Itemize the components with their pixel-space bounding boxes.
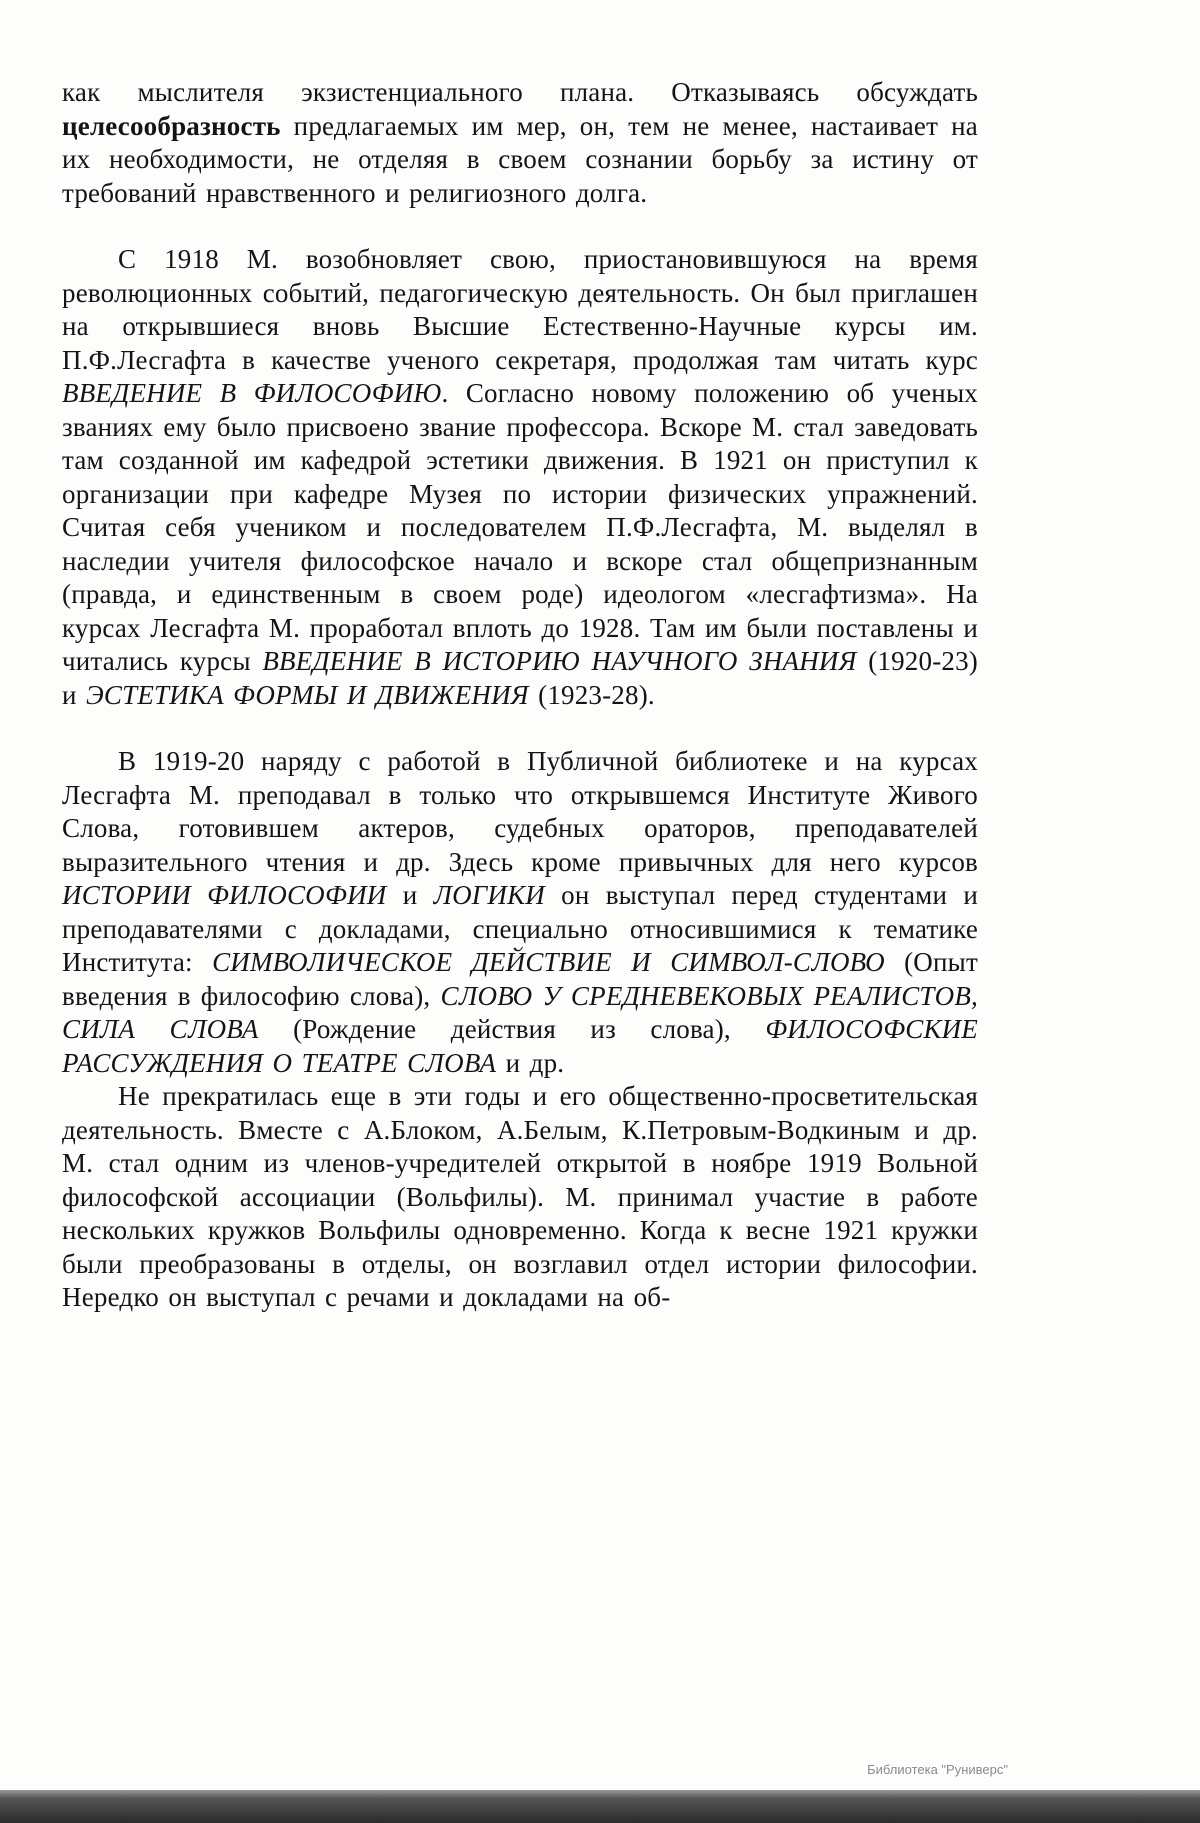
italic-text-run: ЛОГИКИ <box>433 880 545 910</box>
footer-credit: Библиотека "Руниверс" <box>867 1762 1008 1777</box>
bold-text-run: целесообразность <box>62 110 281 141</box>
text-run: (Опыт введения в философию слова), <box>62 947 978 1011</box>
text-run: . Согласно новому положению об ученых званиях ему было присвоено звание профессора. Вскоре М. стал заведовать там созданной им кафедрой эстетики движения. В 1921 он приступил к организации при кафедре Музея по истории физических упражнений. Считая себя учеником и последователем П.Ф.Лесгафта, М. выделял в наследии учителя философское начало и вскоре стал общепризнанным (правда, и единственным в своем роде) идеологом «лесгафтизма». На курсах Лесгафта М. проработал вплоть до 1928. Там им были поставлены и читались курсы <box>62 378 978 676</box>
paragraph <box>62 76 978 210</box>
italic-text-run: ИСТОРИИ ФИЛОСОФИИ <box>62 880 387 910</box>
italic-text-run: СЛОВО У СРЕДНЕВЕКОВЫХ РЕАЛИСТОВ, СИЛА СЛОВА <box>62 980 978 1044</box>
scan-edge-bar <box>0 1790 1200 1823</box>
paragraph <box>62 243 978 712</box>
italic-text-run: ВВЕДЕНИЕ В ФИЛОСОФИЮ <box>62 378 442 408</box>
text-block <box>62 76 978 1315</box>
text-run: (1920-23) и <box>62 646 978 710</box>
text-run: и <box>386 880 434 910</box>
text-run: Не прекратилась еще в эти годы и его общественно-просветительская деятельность. Вместе с А.Блоком, А.Белым, К.Петровым-Водкиным и др. М. стал одним из членов-учредителей открытой в ноябре 1919 Вольной философской ассоциации (Вольфилы). М. принимал участие в работе нескольких кружков Вольфилы одновременно. Когда к весне 1921 кружки были преобразованы в отделы, он возглавил отдел истории философии. Нередко он выступал с речами и докладами на об- <box>62 1081 978 1312</box>
italic-text-run: СИМВОЛИЧЕСКОЕ ДЕЙСТВИЕ И СИМВОЛ-СЛОВО <box>212 947 885 977</box>
italic-text-run: ЭСТЕТИКА ФОРМЫ И ДВИЖЕНИЯ <box>86 679 529 710</box>
text-run: В 1919-20 наряду с работой в Публичной библиотеке и на курсах Лесгафта М. преподавал в только что открывшемся Институте Живого Слова, готовившем актеров, судебных ораторов, преподавателей выразительного чтения и др. Здесь кроме привычных для него курсов <box>62 746 978 877</box>
text-run: (1923-28). <box>528 679 655 710</box>
text-run: С 1918 М. возобновляет свою, приостановившуюся на время революционных событий, педагогическую деятельность. Он был приглашен на открывшиеся вновь Высшие Естественно-Научные курсы им. П.Ф.Лесгафта в качестве ученого секретаря, продолжая там читать курс <box>62 244 978 375</box>
text-run: он выступал перед студентами и преподавателями с докладами, специально относившимися к тематике Института: <box>62 880 978 977</box>
paragraph <box>62 1080 978 1315</box>
text-run: как мыслителя экзистенциального плана. Отказываясь обсуждать <box>62 77 978 107</box>
text-run: (Рождение действия из слова), <box>258 1014 766 1044</box>
italic-text-run: ВВЕДЕНИЕ В ИСТОРИЮ НАУЧНОГО ЗНАНИЯ <box>262 646 857 676</box>
italic-text-run: ФИЛОСОФСКИЕ РАССУЖДЕНИЯ О ТЕАТРЕ СЛОВА <box>62 1014 979 1078</box>
text-run: и др. <box>496 1047 565 1078</box>
text-run: предлагаемых им мер, он, тем не менее, настаивает на их необходимости, не отделяя в своем сознании борьбу за истину от требований нравственного и религиозного долга. <box>62 110 978 208</box>
paragraph <box>62 745 978 1080</box>
